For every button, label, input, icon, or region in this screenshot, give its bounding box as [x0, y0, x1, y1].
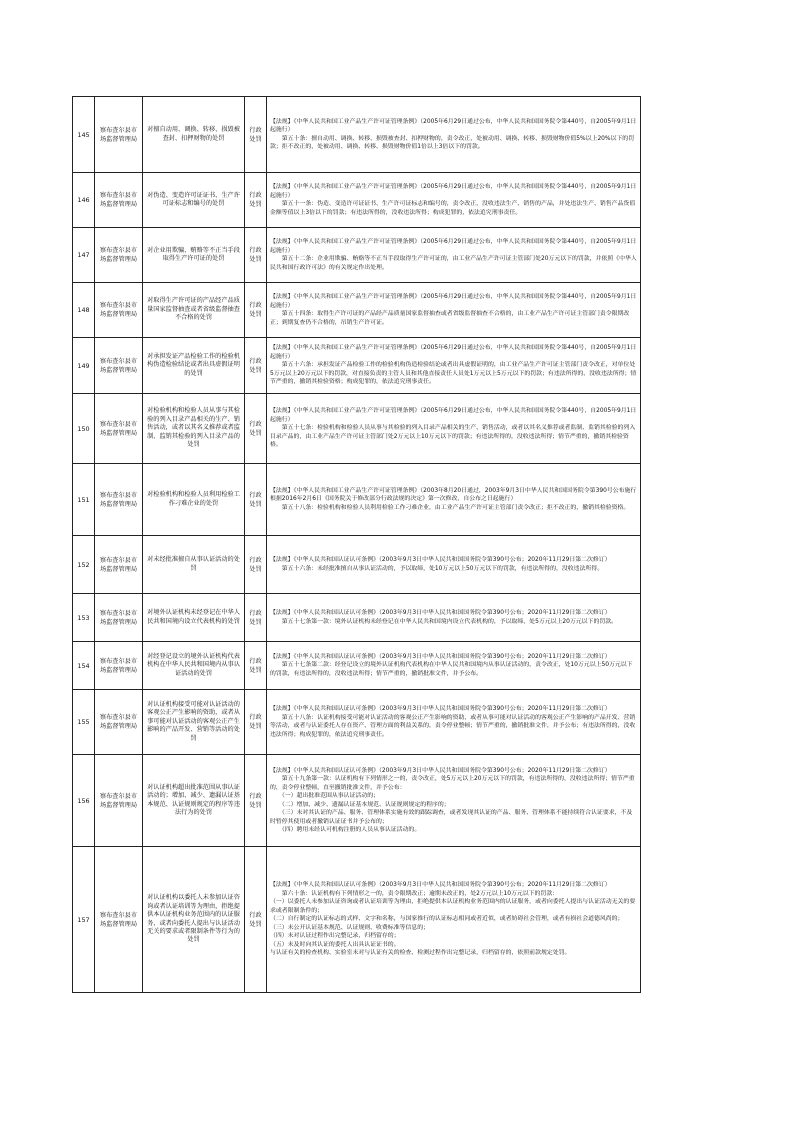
penalty-item-cell: 对经登记设立的境外认证机构代表机构在中华人民共和国境内从事认证活动的处罚: [143, 642, 245, 690]
penalty-type-cell: 行政处罚: [245, 642, 267, 690]
penalty-type-cell: 行政处罚: [245, 173, 267, 228]
legal-basis-paragraph: 与认证有关的检查机构、实验室未对与认证有关的检查、检测过程作出完整记录，归档留存的，依照前款规定处罚。: [270, 950, 571, 957]
legal-basis-cell: [267, 755, 641, 847]
penalty-type-cell: 行政处罚: [245, 338, 267, 394]
legal-basis-text: [270, 881, 637, 958]
penalty-type-cell: 行政处罚: [245, 97, 267, 173]
legal-basis-cell: [267, 283, 641, 338]
legal-basis-paragraph: 第五十六条：未经批准擅自从事认证活动的，予以取缔，处10万元以上50万元以下的罚款，有违法所得的，没收违法所得。: [270, 565, 604, 572]
authority-cell: 察布查尔县市场监督管理局: [95, 173, 143, 228]
legal-basis-paragraph: 【法规】《中华人民共和国认证认可条例》（2003年9月3日中华人民共和国国务院令第390号公布；2020年11月29日第二次修订）: [270, 706, 611, 712]
table-row: [73, 97, 641, 173]
row-number-cell: 153: [73, 594, 95, 642]
table-row: [73, 847, 641, 993]
table-row: [73, 394, 641, 464]
legal-basis-cell: [267, 464, 641, 536]
table-row: [73, 464, 641, 536]
table-row: [73, 642, 641, 690]
legal-basis-cell: [267, 690, 641, 755]
penalty-item-cell: 对检验机构和检验人员利用检验工作刁难企业的处罚: [143, 464, 245, 536]
row-number-cell: 150: [73, 394, 95, 464]
penalty-type-cell: 行政处罚: [245, 847, 267, 993]
row-number-cell: 145: [73, 97, 95, 173]
penalty-type-cell: 行政处罚: [245, 690, 267, 755]
authority-cell: 察布查尔县市场监督管理局: [95, 283, 143, 338]
legal-basis-paragraph: 【法规】《中华人民共和国工业产品生产许可证管理条例》（2005年6月29日通过公布，中华人民共和国国务院令第440号，自2005年9月1日起施行）: [270, 345, 637, 360]
legal-basis-paragraph: 【法规】《中华人民共和国工业产品生产许可证管理条例》（2005年6月29日通过公布，中华人民共和国国务院令第440号，自2005年9月1日起施行）: [270, 408, 637, 423]
authority-cell: 察布查尔县市场监督管理局: [95, 338, 143, 394]
penalty-type-cell: 行政处罚: [245, 755, 267, 847]
legal-basis-paragraph: 第六十条：认证机构有下列情形之一的，责令限期改正；逾期未改正的，处2万元以上10万元以下的罚款：: [270, 890, 559, 897]
legal-basis-paragraph: 第五十条：擅自动用、调换、转移、损毁被查封、扣押财物的，责令改正，处被动用、调换、转移、损毁财物价值5%以上20%以下的罚款；拒不改正的，处被动用、调换、转移、损毁财物价值1倍以上3倍以下的罚款。: [270, 135, 635, 150]
legal-basis-cell: [267, 173, 641, 228]
legal-basis-text: [270, 609, 637, 626]
penalty-item-cell: 对擅自动用、调换、转移、损毁被查封、扣押财物的处罚: [143, 97, 245, 173]
penalty-type-cell: 行政处罚: [245, 594, 267, 642]
row-number-cell: 152: [73, 536, 95, 594]
legal-basis-paragraph: 【法规】《中华人民共和国工业产品生产许可证管理条例》（2005年6月29日通过公布，中华人民共和国国务院令第440号，自2005年9月1日起施行）: [270, 184, 637, 199]
table-row: [73, 755, 641, 847]
penalty-type-cell: 行政处罚: [245, 394, 267, 464]
authority-cell: 察布查尔县市场监督管理局: [95, 642, 143, 690]
legal-basis-text: [270, 118, 637, 152]
legal-basis-cell: [267, 536, 641, 594]
legal-basis-paragraph: 【法规】《中华人民共和国认证认可条例》（2003年9月3日中华人民共和国国务院令第390号公布；2020年11月29日第二次修订）: [270, 557, 611, 563]
legal-basis-paragraph: 第五十六条：承担发证产品检验工作的检验机构伪造检验结论或者出具虚假证明的，由工业产品生产许可证主管部门责令改正，对单位处5万元以上20万元以下的罚款，对直接负责的主管人员和其他直接责任人员处1万元以上5万元以下的罚款；有违法所得的，没收违法所得；情节严重的，撤销其检验资格；构成犯罪的，依法追究刑事责任。: [270, 362, 637, 386]
legal-basis-paragraph: （四）未对认证过程作出完整记录，归档留存的；: [270, 933, 400, 940]
penalty-item-cell: 对认证机构接受可能对认证活动的客观公正产生影响的资助，或者从事可能对认证活动的客观公正产生影响的产品开发、营销等活动的处罚: [143, 690, 245, 755]
table-row: [73, 173, 641, 228]
legal-basis-paragraph: 第五十七条第一款：境外认证机构未经登记在中华人民共和国境内设立代表机构的，予以取缔，处5万元以上20万元以下的罚款。: [270, 618, 618, 625]
legal-basis-paragraph: 【法规】《中华人民共和国工业产品生产许可证管理条例》（2005年6月29日通过公布，中华人民共和国国务院令第440号，自2005年9月1日起施行）: [270, 239, 637, 254]
penalty-item-cell: 对未经批准擅自从事认证活动的处罚: [143, 536, 245, 594]
legal-basis-paragraph: （四）聘用未经认可机构注册的人员从事认证活动的。: [270, 827, 421, 833]
row-number-cell: 146: [73, 173, 95, 228]
legal-basis-paragraph: 【法规】《中华人民共和国工业产品生产许可证管理条例》（2003年8月20日通过，2003年9月3日中华人民共和国国务院令第390号公布施行 根据2016年2月6日《国务院关于修改部分行政法规的决定》第一次修改，自公布之日起施行）: [270, 487, 637, 503]
penalty-item-cell: 对认证机构超出批准范围从事认证活动的；增加、减少、遗漏认证基本规范、认证规则规定的程序等违法行为的处罚: [143, 755, 245, 847]
penalty-type-cell: 行政处罚: [245, 283, 267, 338]
penalty-item-cell: 对检验机构和检验人员从事与其检验的列入目录产品相关的生产、销售活动，或者以其名义推荐或者监制、监销其检验的列入目录产品的处罚: [143, 394, 245, 464]
legal-basis-paragraph: 第五十一条：伪造、变造许可证证书、生产许可证标志和编号的，责令改正，没收违法生产、销售的产品，并处违法生产、销售产品货值金额等值以上3倍以下的罚款；有违法所得的，没收违法所得；构成犯罪的，依法追究刑事责任。: [270, 201, 636, 216]
penalty-item-cell: 对承担发证产品检验工作的检验机构伪造检验结论或者出具虚假证明的处罚: [143, 338, 245, 394]
row-number-cell: 157: [73, 847, 95, 993]
legal-basis-text: [270, 556, 637, 573]
legal-basis-cell: [267, 97, 641, 173]
legal-basis-text: [270, 407, 637, 450]
authority-cell: 察布查尔县市场监督管理局: [95, 690, 143, 755]
legal-basis-cell: [267, 642, 641, 690]
authority-cell: 察布查尔县市场监督管理局: [95, 536, 143, 594]
penalty-item-cell: 对伪造、变造许可证证书、生产许可证标志和编号的处罚: [143, 173, 245, 228]
penalty-item-cell: 对取得生产许可证的产品经产品质量国家监督抽查或者省级监督抽查不合格的处罚: [143, 283, 245, 338]
legal-basis-paragraph: 【法规】《中华人民共和国认证认可条例》（2003年9月3日中华人民共和国国务院令第390号公布；2020年11月29日第二次修订）: [270, 767, 611, 774]
authority-cell: 察布查尔县市场监督管理局: [95, 847, 143, 993]
legal-basis-cell: [267, 394, 641, 464]
legal-basis-paragraph: 第五十八条：认证机构接受可能对认证活动的客观公正产生影响的资助，或者从事可能对认证活动的客观公正产生影响的产品开发、营销等活动，或者与认证委托人存在资产、管理方面的利益关系的，责令停业整顿；情节严重的，撤销批准文件，并予公布；有违法所得的，没收违法所得；构成犯罪的，依法追究刑事责任。: [270, 714, 636, 738]
legal-basis-paragraph: 第五十二条：企业用欺骗、贿赂等不正当手段取得生产许可证的，由工业产品生产许可证主管部门处20万元以下的罚款，并依照《中华人民共和国行政许可法》的有关规定作出处理。: [270, 256, 637, 271]
penalty-table: [72, 96, 641, 993]
legal-basis-paragraph: （三）未对其认证的产品、服务、管理体系实施有效的跟踪调查，或者发现其认证的产品、服务、管理体系不能持续符合认证要求，不及时暂停其使用或者撤销认证证书并予公布的；: [270, 810, 633, 825]
table-row: [73, 338, 641, 394]
legal-basis-cell: [267, 847, 641, 993]
table-row: [73, 228, 641, 283]
legal-basis-paragraph: 第五十四条：取得生产许可证的产品经产品质量国家监督抽查或者省级监督抽查不合格的，由工业产品生产许可证主管部门责令限期改正；到期复查仍不合格的，吊销生产许可证。: [270, 311, 630, 326]
legal-basis-paragraph: 第五十七条：检验机构和检验人员从事与其检验的列入目录产品相关的生产、销售活动，或者以其名义推荐或者监制、监销其检验的列入目录产品的，由工业产品生产许可证主管部门处2万元以上10万元以下的罚款；有违法所得的，没收违法所得；情节严重的，撤销其检验资格。: [270, 425, 636, 449]
table-row: [73, 690, 641, 755]
penalty-type-cell: 行政处罚: [245, 536, 267, 594]
legal-basis-text: [270, 705, 637, 739]
legal-basis-text: [270, 487, 637, 513]
row-number-cell: 154: [73, 642, 95, 690]
row-number-cell: 149: [73, 338, 95, 394]
penalty-item-cell: 对境外认证机构未经登记在中华人民共和国境内设立代表机构的处罚: [143, 594, 245, 642]
authority-cell: 察布查尔县市场监督管理局: [95, 594, 143, 642]
table-row: [73, 594, 641, 642]
legal-basis-text: [270, 183, 637, 217]
legal-basis-paragraph: 【法规】《中华人民共和国工业产品生产许可证管理条例》（2005年6月29日通过公布，中华人民共和国国务院令第440号，自2005年9月1日起施行）: [270, 294, 637, 309]
legal-basis-text: [270, 767, 637, 835]
legal-basis-paragraph: （三）未公开认证基本规范、认证规则、收费标准等信息的；: [270, 924, 430, 931]
legal-basis-paragraph: 【法规】《中华人民共和国认证认可条例》（2003年9月3日中华人民共和国国务院令第390号公布；2020年11月29日第二次修订）: [270, 653, 611, 660]
legal-basis-paragraph: 【法规】《中华人民共和国认证认可条例》（2003年9月3日中华人民共和国国务院令第390号公布；2020年11月29日第二次修订）: [270, 882, 611, 889]
row-number-cell: 155: [73, 690, 95, 755]
legal-basis-paragraph: 第五十七条第二款：经登记设立的境外认证机构代表机构在中华人民共和国境内从事认证活动的，责令改正，处10万元以上50万元以下的罚款，有违法所得的，没收违法所得；情节严重的，撤销批准文件，并予公布。: [270, 662, 633, 677]
authority-cell: 察布查尔县市场监督管理局: [95, 464, 143, 536]
legal-basis-paragraph: （五）未及时向其认证的委托人出具认证证书的。: [270, 941, 400, 948]
penalty-item-cell: 对认证机构以委托人未参加认证咨询或者认证培训等为理由，拒绝提供本认证机构业务范围内的认证服务，或者向委托人提出与认证活动无关的要求或者限制条件等行为的处罚: [143, 847, 245, 993]
table-row: [73, 283, 641, 338]
legal-basis-text: [270, 344, 637, 387]
legal-basis-paragraph: （一）以委托人未参加认证咨询或者认证培训等为理由，拒绝提供本认证机构业务范围内的认证服务，或者向委托人提出与认证活动无关的要求或者限制条件的；: [270, 899, 636, 914]
row-number-cell: 148: [73, 283, 95, 338]
table-row: [73, 536, 641, 594]
legal-basis-paragraph: （一）超出批准范围从事认证活动的；: [270, 793, 379, 799]
row-number-cell: 151: [73, 464, 95, 536]
legal-basis-paragraph: 第五十八条：检验机构和检验人员利用检验工作刁难企业，由工业产品生产许可证主管部门责令改正；拒不改正的，撤销其检验资格。: [270, 504, 630, 511]
legal-basis-paragraph: 【法规】《中华人民共和国工业产品生产许可证管理条例》（2005年6月29日通过公布，中华人民共和国国务院令第440号，自2005年9月1日起施行）: [270, 118, 637, 133]
legal-basis-cell: [267, 228, 641, 283]
legal-basis-paragraph: 第五十九条第一款：认证机构有下列情形之一的，责令改正，处5万元以上20万元以下的罚款，有违法所得的，没收违法所得；情节严重的，责令停业整顿，直至撤销批准文件，并予公布：: [270, 776, 635, 791]
legal-basis-paragraph: 【法规】《中华人民共和国认证认可条例》（2003年9月3日中华人民共和国国务院令第390号公布；2020年11月29日第二次修订）: [270, 610, 611, 616]
penalty-table-page: [72, 96, 640, 993]
authority-cell: 察布查尔县市场监督管理局: [95, 228, 143, 283]
legal-basis-cell: [267, 594, 641, 642]
legal-basis-text: [270, 293, 637, 327]
penalty-item-cell: 对企业用欺骗、贿赂等不正当手段取得生产许可证的处罚: [143, 228, 245, 283]
legal-basis-paragraph: （二）增加、减少、遗漏认证基本规范、认证规则规定的程序的；: [270, 801, 450, 808]
legal-basis-cell: [267, 338, 641, 394]
penalty-type-cell: 行政处罚: [245, 228, 267, 283]
authority-cell: 察布查尔县市场监督管理局: [95, 97, 143, 173]
authority-cell: 察布查尔县市场监督管理局: [95, 755, 143, 847]
row-number-cell: 147: [73, 228, 95, 283]
legal-basis-text: [270, 238, 637, 272]
row-number-cell: 156: [73, 755, 95, 847]
penalty-type-cell: 行政处罚: [245, 464, 267, 536]
legal-basis-paragraph: （二）自行制定的认证标志的式样、文字和名称，与国家推行的认证标志相同或者近似，或者妨碍社会管理，或者有损社会道德风尚的；: [270, 916, 624, 923]
penalty-table-body: [73, 97, 641, 993]
legal-basis-text: [270, 653, 637, 679]
authority-cell: 察布查尔县市场监督管理局: [95, 394, 143, 464]
